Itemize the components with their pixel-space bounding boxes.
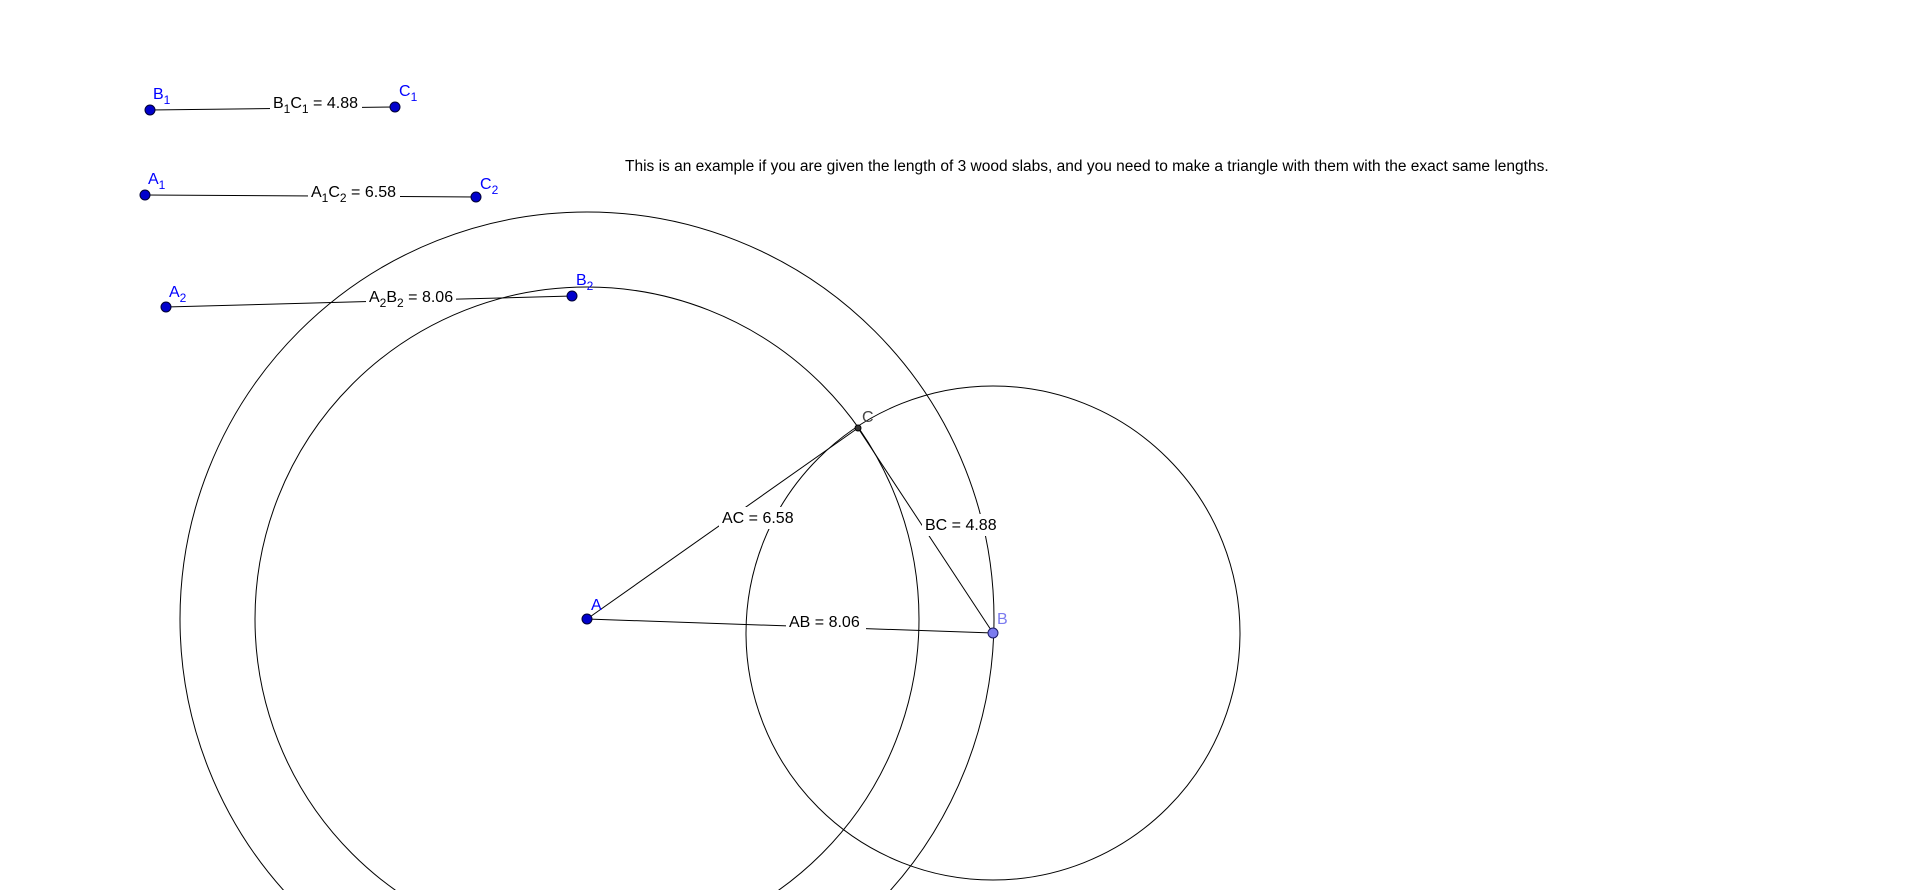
point-b1[interactable] xyxy=(145,105,155,115)
point-a2[interactable] xyxy=(161,302,171,312)
point-label-a: A xyxy=(591,597,602,614)
svg-text:AB = 8.06: AB = 8.06 xyxy=(789,614,860,631)
point-label-a1: $A_1$ xyxy=(148,171,166,192)
point-label-c: C xyxy=(862,409,874,426)
point-label-b2: $B_2$ xyxy=(576,272,594,293)
label-ab xyxy=(786,610,866,632)
label-bc xyxy=(922,514,1002,536)
point-label-c2: $C_2$ xyxy=(480,176,499,197)
point-c2[interactable] xyxy=(471,192,481,202)
point-label-c1: $C_1$ xyxy=(399,83,418,104)
point-c1[interactable] xyxy=(390,102,400,112)
svg-text:A1C2 = 6.58: $A_1C_2 = 6.58$ xyxy=(311,184,396,205)
point-b[interactable] xyxy=(988,628,998,638)
point-a1[interactable] xyxy=(140,190,150,200)
circle-inner-around-a[interactable] xyxy=(255,287,919,890)
slab-label-a2b2 xyxy=(366,286,456,310)
circle-outer-around-a[interactable] xyxy=(180,212,994,890)
label-ac xyxy=(719,507,799,529)
description-text: This is an example if you are given the length of 3 wood slabs, and you need to make a triangle with them with the exact same lengths. xyxy=(625,158,1549,175)
svg-text:AC = 6.58: AC = 6.58 xyxy=(722,510,794,527)
point-c[interactable] xyxy=(855,425,861,431)
point-label-b: B xyxy=(997,611,1008,628)
point-label-b1: $B_1$ xyxy=(153,86,171,107)
point-label-a2: $A_2$ xyxy=(169,284,187,305)
slab-label-a1c2 xyxy=(308,180,400,205)
point-a[interactable] xyxy=(582,614,592,624)
svg-text:B1C1 = 4.88: $B_1C_1 = 4.88$ xyxy=(273,95,358,116)
svg-text:BC = 4.88: BC = 4.88 xyxy=(925,517,997,534)
svg-text:A2B2 = 8.06: $A_2B_2 = 8.06$ xyxy=(369,289,454,310)
point-b2[interactable] xyxy=(567,291,577,301)
slab-label-b1c1 xyxy=(270,90,362,116)
